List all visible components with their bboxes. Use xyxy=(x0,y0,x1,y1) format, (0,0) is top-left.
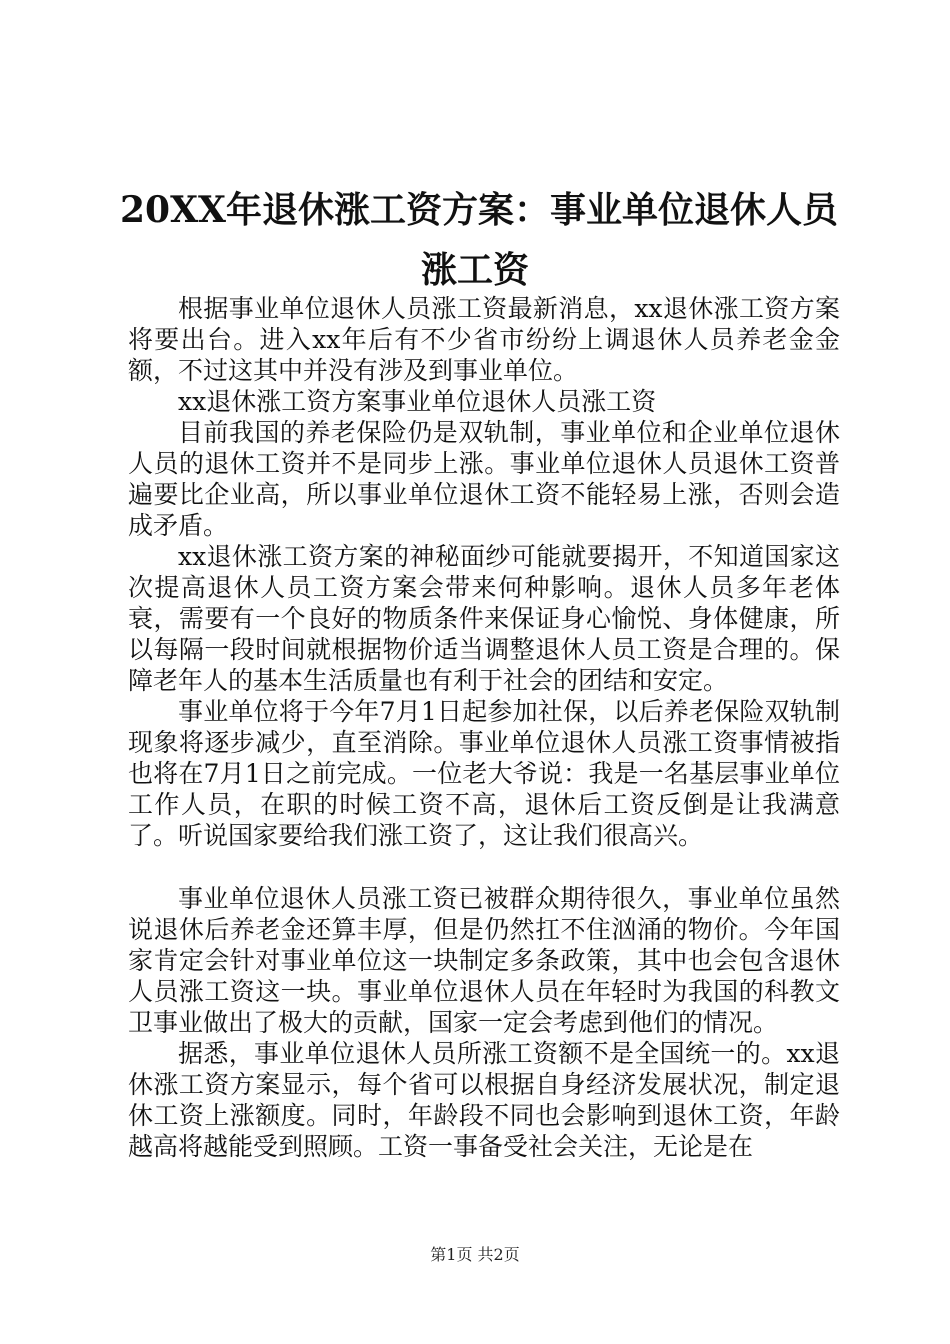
page-footer: 第1页 共2页 xyxy=(430,1245,520,1264)
paragraph-social-security: 事业单位将于今年7月1日起参加社保，以后养老保险双轨制现象将逐步减少，直至消除。事业单位退休人员涨工资事情被指也将在7月1日之前完成。一位老大爷说：我是一名基层事业单位工作人员，在职的时候工资不高，退休后工资反倒是让我满意了。听说国家要给我们涨工资了，这让我们很高兴。 xyxy=(128,697,840,850)
paragraph-subheading: xx退休涨工资方案事业单位退休人员涨工资 xyxy=(178,387,657,416)
paragraph-dual-track: 目前我国的养老保险仍是双轨制，事业单位和企业单位退休人员的退休工资并不是同步上涨。事业单位退休人员退休工资普遍要比企业高，所以事业单位退休工资不能轻易上涨，否则会造成矛盾。 xyxy=(128,418,840,540)
document-body xyxy=(128,293,840,1162)
document-title-line-1: 20XX年退休涨工资方案：事业单位退休人员 xyxy=(120,189,838,231)
paragraph-not-uniform: 据悉，事业单位退休人员所涨工资额不是全国统一的。xx退休涨工资方案显示，每个省可以根据自身经济发展状况，制定退休工资上涨额度。同时，年龄段不同也会影响到退休工资，年龄越高将越能受到照顾。工资一事备受社会关注，无论是在 xyxy=(128,1039,840,1161)
document-title-line-2: 涨工资 xyxy=(420,249,529,291)
paragraph-intro: 根据事业单位退休人员涨工资最新消息，xx退休涨工资方案将要出台。进入xx年后有不少省市纷纷上调退休人员养老金金额，不过这其中并没有涉及到事业单位。 xyxy=(128,294,840,385)
paragraph-expectation: 事业单位退休人员涨工资已被群众期待很久，事业单位虽然说退休后养老金还算丰厚，但是仍然扛不住汹涌的物价。今年国家肯定会针对事业单位这一块制定多条政策，其中也会包含退休人员涨工资这一块。事业单位退休人员在年轻时为我国的科教文卫事业做出了极大的贡献，国家一定会考虑到他们的情况。 xyxy=(128,884,840,1037)
blank-line xyxy=(128,851,840,883)
paragraph-plan-impact: xx退休涨工资方案的神秘面纱可能就要揭开，不知道国家这次提高退休人员工资方案会带来何种影响。退休人员多年老体衰，需要有一个良好的物质条件来保证身心愉悦、身体健康，所以每隔一段时间就根据物价适当调整退休人员工资是合理的。保障老年人的基本生活质量也有利于社会的团结和安定。 xyxy=(128,542,840,695)
